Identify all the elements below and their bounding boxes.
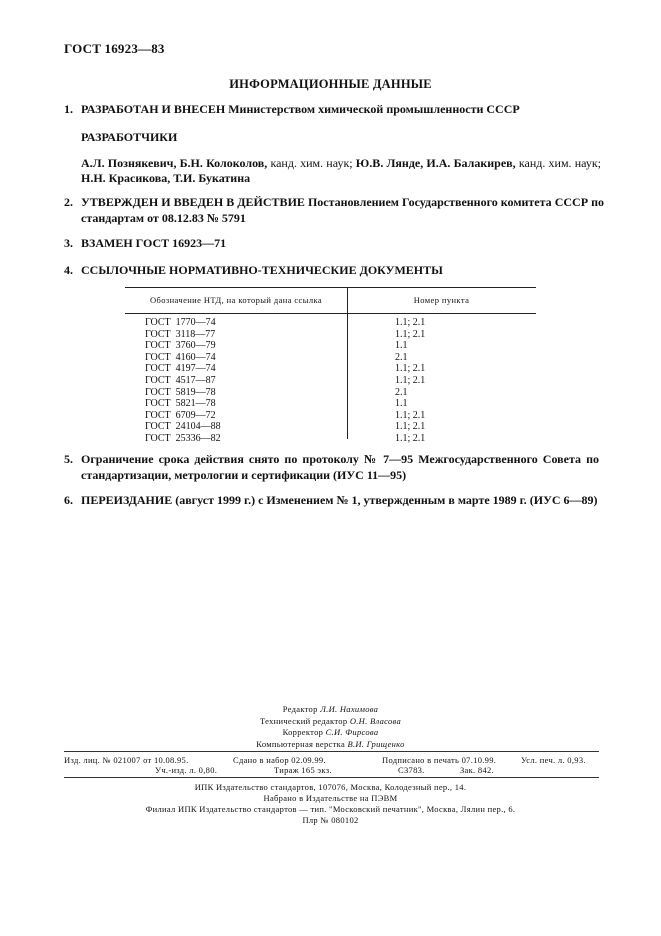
divider (64, 777, 599, 778)
item-text: УТВЕРЖДЕН И ВВЕДЕН В ДЕЙСТВИЕ Постановлением Государственного комитета СССР по стандартам от 08.12.83 № 5791 (81, 195, 604, 225)
credit-label: Корректор (282, 727, 326, 737)
credit-person: О.Н. Власова (349, 715, 402, 726)
table-rule-header (125, 313, 536, 314)
cell-clause: 1.1; 2.1 (395, 317, 426, 328)
pub-submitted: Сдано в набор 02.09.99. (233, 755, 326, 765)
item-reissue (64, 492, 604, 508)
item-text: Ограничение срока действия снято по протоколу № 7—95 Межгосударственного Совета по стандартизации, метрологии и сертификации (ИУС 11—95) (81, 452, 599, 482)
table-row (125, 317, 536, 329)
table-row (125, 433, 536, 445)
pub-print-sheets: Усл. печ. л. 0,93. (521, 755, 586, 765)
credit-person: В.И. Грищенко (347, 738, 405, 749)
developer-names: Ю.В. Лянде, И.А. Балакирев, (355, 156, 516, 170)
item-text: ССЫЛОЧНЫЕ НОРМАТИВНО-ТЕХНИЧЕСКИЕ ДОКУМЕНТЫ (81, 263, 443, 277)
cell-clause: 1.1 (395, 398, 408, 410)
credit-layout (0, 739, 661, 751)
cell-clause: 1.1; 2.1 (395, 421, 426, 433)
cell-document: ГОСТ 24104—88 (145, 421, 221, 433)
developer-degree: канд. хим. наук; (267, 156, 356, 170)
item-number: 3. (64, 236, 73, 250)
cell-document: ГОСТ 5819—78 (145, 386, 216, 398)
table-row (125, 352, 536, 364)
developer-degree: канд. хим. наук; (515, 156, 602, 170)
cell-document: ГОСТ 5821—78 (145, 398, 216, 410)
cell-document: ГОСТ 25336—82 (145, 432, 221, 444)
footer-line: Филиал ИПК Издательство стандартов — тип. "Московский печатник", Москва, Лялин пер., 6. (145, 804, 516, 814)
cell-clause: 1.1; 2.1 (395, 363, 426, 375)
credit-editor (0, 704, 661, 716)
credit-person: Л.И. Нахимова (320, 704, 379, 714)
table-header-document: Обозначение НТД, на который дана ссылка (149, 295, 323, 305)
cell-document: ГОСТ 6709—72 (145, 409, 216, 421)
footer-line: Плр № 080102 (302, 815, 359, 825)
credit-person: С.И. Фирсова (325, 727, 379, 737)
developer-names: Н.Н. Красикова, Т.И. Букатина (81, 171, 251, 185)
cell-clause: 2.1 (395, 351, 408, 363)
table-row (125, 340, 536, 352)
table-body (125, 317, 536, 445)
item-number: 2. (64, 195, 73, 209)
item-approved (64, 194, 604, 226)
pub-signed: Подписано в печать 07.10.99. (382, 755, 497, 765)
item-number: 5. (64, 452, 73, 466)
table-row (125, 410, 536, 422)
pub-license: Изд. лиц. № 021007 от 10.08.95. (64, 755, 189, 765)
developers-heading: РАЗРАБОТЧИКИ (81, 130, 178, 144)
footer-line: Набрано в Издательстве на ПЭВМ (263, 793, 398, 803)
footer-line: ИПК Издательство стандартов, 107076, Москва, Колодезный пер., 14. (194, 782, 467, 792)
document-code: ГОСТ 16923—83 (64, 41, 165, 56)
table-rule-top (125, 287, 536, 288)
developer-names: А.Л. Познякевич, Б.Н. Колоколов, (81, 156, 268, 170)
item-number: 6. (64, 493, 73, 507)
cell-clause: 2.1 (395, 386, 408, 398)
pub-edit-sheets: Уч.-изд. л. 0,80. (155, 765, 218, 775)
cell-document: ГОСТ 4160—74 (145, 351, 216, 363)
cell-document: ГОСТ 4517—87 (145, 374, 216, 386)
pub-order-code: С3783. (398, 765, 425, 775)
table-row (125, 398, 536, 410)
references-table (125, 287, 536, 444)
item-developed (64, 101, 604, 117)
cell-document: ГОСТ 1770—74 (145, 317, 216, 328)
credit-tech-editor (0, 716, 661, 728)
item-number: 4. (64, 263, 73, 277)
item-number: 1. (64, 102, 73, 116)
editorial-credits (0, 704, 661, 750)
cell-document: ГОСТ 4197—74 (145, 363, 216, 375)
page-title: ИНФОРМАЦИОННЫЕ ДАННЫЕ (229, 77, 432, 91)
cell-document: ГОСТ 3118—77 (145, 328, 216, 340)
item-text: ВЗАМЕН ГОСТ 16923—71 (81, 236, 227, 250)
table-row (125, 421, 536, 433)
divider (64, 751, 599, 752)
item-text: РАЗРАБОТАН И ВНЕСЕН Министерством химической промышленности СССР (81, 102, 520, 116)
item-replaces (64, 235, 226, 251)
item-validity (64, 451, 599, 483)
table-row (125, 363, 536, 375)
cell-clause: 1.1; 2.1 (395, 409, 426, 421)
cell-clause: 1.1 (395, 340, 408, 352)
table-row (125, 375, 536, 387)
pub-order: Зак. 842. (460, 765, 494, 775)
credit-label: Компьютерная верстка (256, 738, 348, 749)
cell-clause: 1.1; 2.1 (395, 374, 426, 386)
pub-circulation: Тираж 165 экз. (274, 765, 332, 775)
credit-label: Редактор (282, 704, 321, 714)
table-row (125, 387, 536, 399)
credit-corrector (0, 727, 661, 739)
table-header-clause: Номер пункта (413, 295, 470, 305)
publisher-footer (0, 782, 661, 826)
developers-list (81, 156, 601, 186)
item-text: ПЕРЕИЗДАНИЕ (август 1999 г.) с Изменением № 1, утвержденным в марте 1989 г. (ИУС 6—89) (81, 493, 598, 507)
credit-label: Технический редактор (259, 715, 350, 726)
cell-clause: 1.1; 2.1 (395, 432, 426, 444)
table-row (125, 329, 536, 341)
cell-document: ГОСТ 3760—79 (145, 340, 216, 352)
cell-clause: 1.1; 2.1 (395, 328, 426, 340)
item-references (64, 262, 443, 278)
